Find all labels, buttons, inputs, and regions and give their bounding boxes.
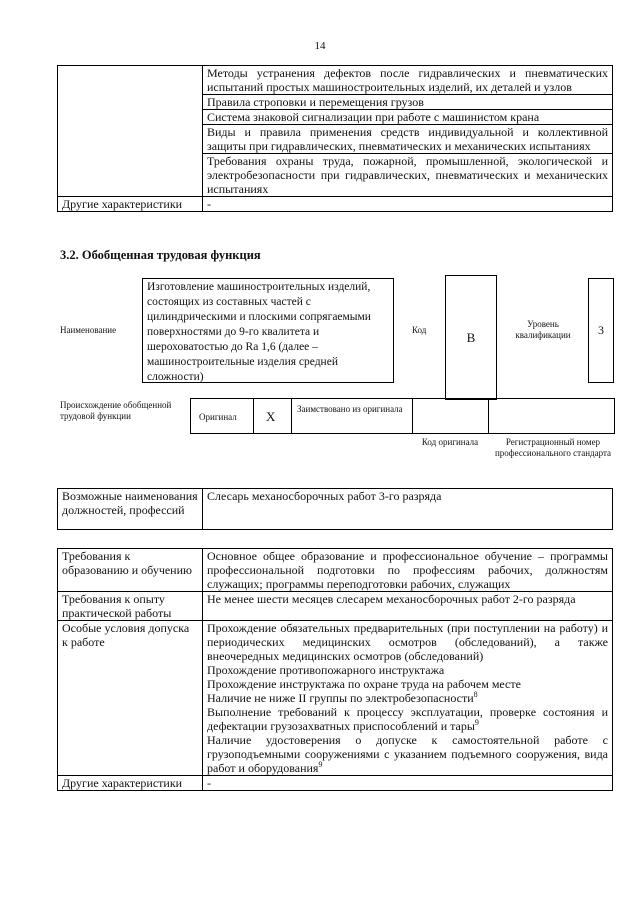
condition-item	[207, 621, 608, 663]
other-characteristics-value: -	[203, 776, 613, 791]
condition-text: Наличие не ниже II группы по электробезопасности	[207, 691, 474, 705]
knowledge-row: Правила строповки и перемещения грузов	[203, 95, 613, 110]
education-value: Основное общее образование и профессиональное обучение – программы профессиональной подготовки по профессиям рабочих, должностям служащих; программы переподготовки рабочих, служащих	[203, 549, 613, 592]
original-cell	[191, 399, 254, 433]
section-title: 3.2. Обобщенная трудовая функция	[60, 248, 261, 262]
condition-item	[207, 733, 608, 775]
knowledge-row: Требования охраны труда, пожарной, промышленной, экологической и электробезопасности при гидравлических, пневматических и механических испытаниях	[203, 154, 613, 197]
condition-text: Наличие удостоверения о допуске к самостоятельной работе с грузоподъемными сооружениями с указанием подъемного сооружения, вида работ и оборудования	[207, 733, 608, 775]
knowledge-table	[57, 65, 613, 212]
origin-box	[190, 398, 615, 434]
knowledge-label-cell	[58, 66, 203, 197]
reg-number-caption: Регистрационный номер профессионального стандарта	[494, 437, 612, 458]
other-characteristics-label: Другие характеристики	[58, 776, 203, 791]
education-label: Требования к образованию и обучению	[58, 549, 203, 592]
other-characteristics-value: -	[203, 197, 613, 212]
footnote-ref: 9	[318, 760, 323, 769]
name-label: Наименование	[60, 325, 117, 335]
positions-value: Слесарь механосборочных работ 3-го разряда	[203, 489, 613, 530]
function-name-box: Изготовление машиностроительных изделий, состоящих из составных частей с цилиндрическими и плоскими сопрягаемыми поверхностями до 9-го квалитета и шероховатостью до Ra 1,6 (далее – машиностроительные изделия средней сложности)	[142, 278, 394, 383]
original-label: Оригинал	[199, 412, 237, 422]
reg-number-cell	[488, 399, 614, 433]
experience-label: Требования к опыту практической работы	[58, 592, 203, 621]
code-label: Код	[412, 325, 427, 335]
condition-item	[207, 705, 608, 733]
knowledge-row: Виды и правила применения средств индивидуальной и коллективной защиты при гидравлических, пневматических и механических испытаниях	[203, 125, 613, 154]
conditions-label: Особые условия допуска к работе	[58, 621, 203, 776]
footnote-ref: 8	[473, 690, 478, 699]
condition-item	[207, 677, 608, 691]
page-number: 14	[314, 40, 326, 52]
condition-text: Прохождение обязательных предварительных (при поступлении на работу) и периодических медицинских осмотров (обследований), а также внеочередных медицинских осмотров (обследований)	[207, 621, 608, 663]
condition-text: Прохождение противопожарного инструктажа	[207, 663, 445, 677]
knowledge-row: Методы устранения дефектов после гидравлических и пневматических испытаний простых машиностроительных изделий, их деталей и узлов	[203, 66, 613, 95]
code-value-box: B	[445, 275, 497, 400]
code-original-caption: Код оригинала	[421, 437, 479, 447]
original-mark-cell	[253, 399, 292, 433]
qualification-level-label: Уровень квалификации	[515, 319, 571, 340]
positions-table	[57, 488, 613, 530]
condition-text: Выполнение требований к процессу эксплуатации, проверке состояния и дефектации грузозахватных приспособлений и тары	[207, 705, 608, 733]
origin-label: Происхождение обобщенной трудовой функции	[60, 400, 172, 421]
other-characteristics-label: Другие характеристики	[58, 197, 203, 212]
knowledge-row: Система знаковой сигнализации при работе с машинистом крана	[203, 110, 613, 125]
requirements-table	[57, 548, 613, 791]
borrowed-cell	[291, 399, 413, 433]
experience-value: Не менее шести месяцев слесарем механосборочных работ 2-го разряда	[203, 592, 613, 621]
borrowed-label: Заимствовано из оригинала	[297, 404, 403, 414]
qualification-level-box: 3	[588, 278, 614, 383]
positions-label: Возможные наименования должностей, профессий	[58, 489, 203, 530]
condition-item	[207, 663, 608, 677]
footnote-ref: 9	[474, 718, 479, 727]
conditions-value	[203, 621, 613, 776]
original-code-cell	[412, 399, 489, 433]
original-mark: X	[266, 409, 276, 424]
condition-text: Прохождение инструктажа по охране труда на рабочем месте	[207, 677, 521, 691]
condition-item	[207, 691, 608, 705]
